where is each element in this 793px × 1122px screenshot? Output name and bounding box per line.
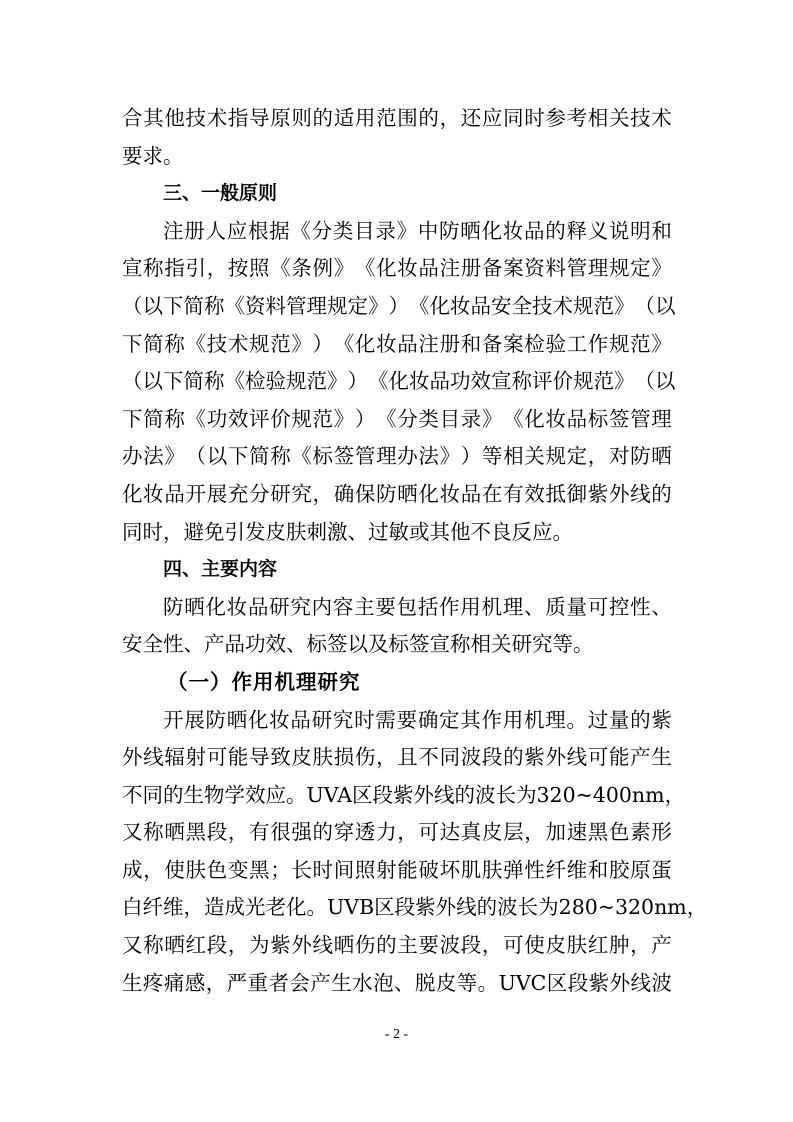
paragraph-last-line: 要求。 (122, 143, 184, 168)
paragraph-line: 生 疼 痛 感 ， 严 重 者 会 产 生 水 泡 、 脱 皮 等 。 UVC 区 段 紫 外 线 波 (122, 970, 672, 995)
page-number: - 2 - (384, 1027, 409, 1042)
paragraph-line: （ 以 下 简 称 《 检 验 规 范 》 ） 《 化 妆 品 功 效 宣 称 评 价 规 范 》 （ 以 (122, 369, 676, 394)
section-heading: 四、主要内容 (163, 558, 278, 581)
paragraph-line: 下 简 称 《 技 术 规 范 》 ） 《 化 妆 品 注 册 和 备 案 检 验 工 作 规 范 》 (122, 331, 672, 356)
paragraph-first-line: 防 晒 化 妆 品 研 究 内 容 主 要 包 括 作 用 机 理 、 质 量 可 控 性 、 (163, 594, 672, 619)
paragraph-line: 外 线 辐 射 可 能 导 致 皮 肤 损 伤 ， 且 不 同 波 段 的 紫 外 线 可 能 产 生 (122, 745, 672, 770)
paragraph-line: 合 其 他 技 术 指 导 原 则 的 适 用 范 围 的 ， 还 应 同 时 参 考 相 关 技 术 (122, 106, 672, 130)
subsection-heading: （一）作用机理研究 (167, 669, 361, 694)
paragraph-line: 白 纤 维 ， 造 成 光 老 化 。 UVB 区 段 紫 外 线 的 波 长 为 280~320nm ， (122, 895, 708, 920)
paragraph-last-line: 同时，避免引发皮肤刺激、过敏或其他不良反应。 (122, 519, 573, 544)
paragraph-line: 又 称 晒 黑 段 ， 有 很 强 的 穿 透 力 ， 可 达 真 皮 层 ， 加 速 黑 色 素 形 (122, 820, 672, 845)
paragraph-line: 成 ， 使 肤 色 变 黑 ； 长 时 间 照 射 能 破 坏 肌 肤 弹 性 纤 维 和 胶 原 蛋 (122, 857, 672, 882)
paragraph-first-line: 开 展 防 晒 化 妆 品 研 究 时 需 要 确 定 其 作 用 机 理 。 过 量 的 紫 (163, 707, 672, 732)
paragraph-line: 下 简 称 《 功 效 评 价 规 范 》 ） 《 分 类 目 录 》 《 化 妆 品 标 签 管 理 (122, 406, 672, 431)
paragraph-line: 不 同 的 生 物 学 效 应 。 UVA 区 段 紫 外 线 的 波 长 为 320~400nm ， (122, 782, 686, 807)
paragraph-first-line: 注 册 人 应 根 据 《 分 类 目 录 》 中 防 晒 化 妆 品 的 释 义 说 明 和 (163, 218, 672, 243)
paragraph-last-line: 安全性、产品功效、标签以及标签宣称相关研究等。 (122, 632, 594, 657)
paragraph-line: 又 称 晒 红 段 ， 为 紫 外 线 晒 伤 的 主 要 波 段 ， 可 使 皮 肤 红 肿 ， 产 (122, 933, 672, 958)
paragraph-line: 办 法 》 （ 以 下 简 称 《 标 签 管 理 办 法 》 ） 等 相 关 规 定 ， 对 防 晒 (122, 444, 672, 469)
section-heading: 三、一般原则 (163, 182, 278, 205)
document-body (122, 100, 708, 1002)
paragraph-line: 化 妆 品 开 展 充 分 研 究 ， 确 保 防 晒 化 妆 品 在 有 效 抵 御 紫 外 线 的 (122, 481, 672, 506)
paragraph-line: 宣 称 指 引 ， 按 照 《 条 例 》 《 化 妆 品 注 册 备 案 资 料 管 理 规 定 》 (122, 256, 672, 281)
paragraph-line: （ 以 下 简 称 《 资 料 管 理 规 定 》 ） 《 化 妆 品 安 全 技 术 规 范 》 （ 以 (122, 293, 676, 318)
